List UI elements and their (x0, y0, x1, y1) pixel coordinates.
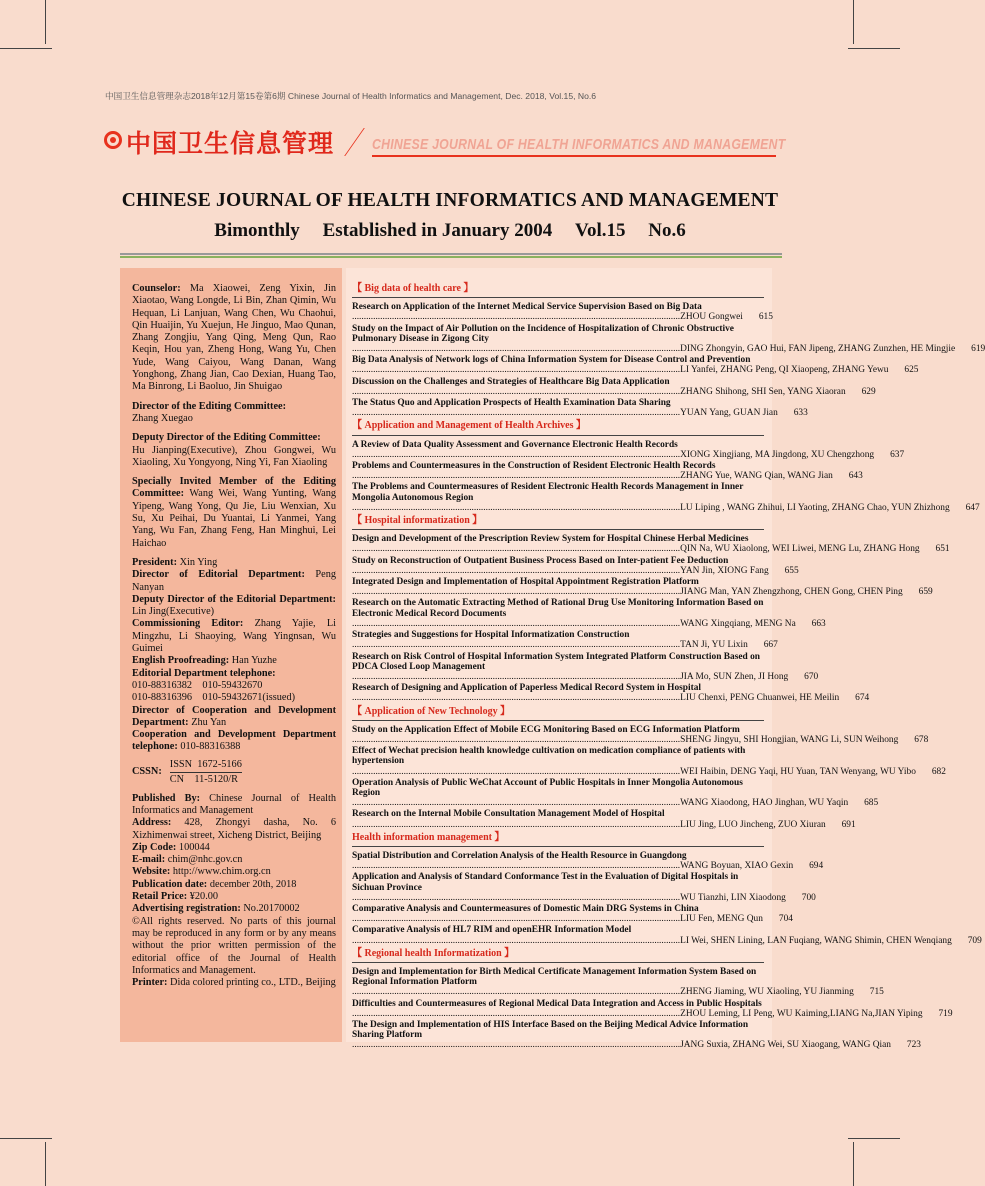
coop-line (132, 705, 336, 730)
page-number: 625 (904, 365, 919, 376)
printer-line (132, 977, 336, 989)
phone: 010-88316382 010-59432670 (132, 679, 263, 691)
article-authors (352, 544, 920, 554)
page-number: 682 (931, 766, 946, 777)
article-title: Spatial Distribution and Correlation Analysis of the Health Resource in Guangdong (352, 850, 687, 861)
value: 428, Zhongyi dasha, No. 6 Xizhimenwai street, Xicheng District, Beijing (132, 817, 336, 841)
label: Address: (132, 817, 172, 829)
label: Printer: (132, 977, 168, 989)
toc-entry[interactable] (352, 482, 980, 513)
author-line (352, 449, 905, 460)
label: Zip Code: (132, 841, 177, 853)
article-authors (352, 312, 743, 322)
article-authors (352, 798, 848, 808)
article-title: Design and Development of the Prescription Review System for Hospital Chinese Herbal Medicines (352, 534, 749, 545)
label: Director of the Editing Committee: (132, 400, 287, 412)
volume: Vol.15 (574, 220, 626, 241)
toc-entry[interactable] (352, 534, 950, 555)
label: E-mail: (132, 854, 166, 866)
masthead-rule-green (120, 256, 782, 258)
page-number: 655 (784, 565, 799, 576)
email-line (132, 854, 336, 866)
article-title: Big Data Analysis of Network logs of China Information System for Disease Control and Prevention (352, 355, 751, 366)
page-number: 723 (906, 1040, 921, 1051)
section-heading: 【 Hospital informatization 】 (352, 515, 483, 527)
article-title: Comparative Analysis and Countermeasures of Domestic Main DRG Systems in China (352, 903, 699, 914)
phone: 010-88316396 010-59432671(issued) (132, 692, 296, 704)
toc-entry[interactable] (352, 925, 982, 946)
ad-line (132, 903, 336, 915)
authors-text: ............................................................................................................................................ZHOU Leming, LI Peng, WU Kaiming,LIANG Na,JIAN Yiping (352, 1008, 923, 1019)
article-authors (352, 672, 788, 682)
value: Wang Wei, Wang Yunting, Wang Yipeng, Wang Yong, Qu Jie, Liu Wenxian, Xu Su, Xu Peihai, Du Yuantai, Li Yanmei, Yang Yang, Wu Fan, Zhang Feng, Han Minghui, Lei Haichao (132, 488, 336, 549)
page-number: 715 (869, 987, 884, 998)
section-heading: 【 Application and Management of Health Archives 】 (352, 420, 586, 432)
price-line (132, 891, 336, 903)
article-authors (352, 693, 839, 703)
article-title: Research on the Internal Mobile Consultation Management Model of Hospital (352, 809, 665, 820)
author-line (352, 618, 826, 629)
value: Peng Nanyan (132, 569, 336, 593)
logo-english-title: CHINESE JOURNAL OF HEALTH INFORMATICS AND MANAGEMENT (372, 136, 786, 153)
authors-text: ............................................................................................................................................ZHOU Gongwei (352, 312, 743, 323)
author-line (352, 565, 799, 576)
director-block (132, 401, 336, 426)
author-line (352, 408, 808, 419)
running-header: 中国卫生信息管理杂志2018年12月第15卷第6期 Chinese Journal of Health Informatics and Management, Dec. 2018, Vol.15, No.6 (105, 91, 597, 101)
toc-entry[interactable] (352, 809, 856, 830)
authors-text: ............................................................................................................................................LIU Jing, LUO Jincheng, ZUO Xiuran (352, 819, 826, 830)
authors-text: ............................................................................................................................................LIU Fen, MENG Qun (352, 914, 763, 925)
authors-text: ............................................................................................................................................WANG Xingqiang, MENG Na (352, 618, 796, 629)
crop-mark (853, 1142, 854, 1186)
established: Established in January 2004 (322, 220, 553, 241)
value: Dida colored printing co., LTD., Beijing (170, 977, 336, 989)
value: 100044 (178, 841, 210, 853)
article-authors (352, 566, 769, 576)
page-number: 663 (811, 618, 826, 629)
label: Deputy Director of the Editing Committee: (132, 432, 321, 444)
deputy-block (132, 432, 336, 469)
author-line (352, 587, 933, 598)
authors-text: ............................................................................................................................................WANG Xiaodong, HAO Jinghan, WU Yaqin (352, 798, 849, 809)
label: Retail Price: (132, 891, 188, 903)
article-authors (352, 408, 778, 418)
page-number: 719 (938, 1008, 953, 1019)
article-title: The Design and Implementation of HIS Interface Based on the Beijing Medical Advice Information Sharing Platform (352, 1020, 749, 1041)
author-line (352, 935, 982, 946)
author-line (352, 693, 870, 704)
zip-line (132, 842, 336, 854)
special-member-block (132, 476, 336, 550)
toc-entry[interactable] (352, 746, 946, 777)
toc-entry[interactable] (352, 555, 799, 576)
logo-chinese-title: 中国卫生信息管理 (126, 129, 335, 158)
value: Zhu Yan (191, 716, 227, 728)
cssn-label: CSSN: (132, 766, 162, 778)
author-line (352, 471, 863, 482)
toc-entry[interactable] (352, 398, 808, 419)
article-title: Integrated Design and Implementation of Hospital Appointment Registration Platform (352, 577, 699, 588)
article-title: Application and Analysis of Standard Conformance Test in the Evaluation of Digital Hospitals in Sichuan Province (352, 872, 739, 893)
phone-block (132, 668, 336, 705)
crop-mark (848, 48, 900, 49)
author-line (352, 344, 985, 355)
page-number: 691 (841, 819, 856, 830)
crop-mark (0, 48, 52, 49)
article-authors (352, 1009, 923, 1019)
article-title: Study on Reconstruction of Outpatient Business Process Based on Inter-patient Fee Deduction (352, 555, 729, 566)
toc-entry[interactable] (352, 651, 819, 683)
article-authors (352, 893, 786, 903)
page-number: 678 (914, 734, 929, 745)
article-authors (352, 767, 916, 777)
section-heading: Health information management 】 (352, 831, 505, 843)
authors-text: ............................................................................................................................................XIONG Xingjiang, MA Jingdong, XU Chengzhong (352, 449, 875, 460)
article-title: A Review of Data Quality Assessment and Governance Electronic Health Records (352, 439, 678, 450)
toc-entry[interactable] (352, 461, 863, 482)
commissioning-line (132, 618, 336, 655)
authors-text: ............................................................................................................................................ZHENG Jiaming, WU Xiaoling, YU Jianming (352, 987, 854, 998)
authors-text: ............................................................................................................................................WEI Haibin, DENG Yaqi, HU Yuan, TAN Wenyang, WU Yibo (352, 766, 916, 777)
ed-dept-director-line (132, 569, 336, 594)
authors-text: ............................................................................................................................................LU Liping , WANG Zhihui, LI Yaoting, ZHANG Chao, YUN Zhizhong (352, 502, 950, 513)
author-line (352, 502, 980, 513)
editorial-info-panel (120, 268, 342, 1042)
rights-text: ©All rights reserved. No parts of this journal may be reproduced in any form or by any means without the prior written permission of the editorial office of the Journal of Health Informatics and Management. (132, 915, 336, 976)
article-title: Research on Risk Control of Hospital Information System Integrated Platform Construction Based on PDCA Closed Loop Management (352, 651, 760, 672)
section-rule (352, 297, 764, 298)
article-authors (352, 619, 796, 629)
label: Cooperation and Development Department telephone: (132, 729, 336, 753)
value: Hu Jianping(Executive), Zhou Gongwei, Wu Xiaoling, Xu Yongyong, Ning Yi, Fan Xiaoling (132, 444, 336, 468)
page-number: 670 (804, 671, 819, 682)
authors-text: ............................................................................................................................................JANG Suxia, ZHANG Wei, SU Xiaogang, WANG Qian (352, 1040, 891, 1051)
value: ¥20.00 (189, 891, 219, 903)
toc-entry[interactable] (352, 323, 985, 355)
authors-text: ............................................................................................................................................QIN Na, WU Xiaolong, WEI Liwei, MENG Lu, ZHANG Hong (352, 544, 920, 555)
toc-entry[interactable] (352, 683, 870, 704)
crop-mark (0, 1138, 52, 1139)
article-title: The Status Quo and Application Prospects of Health Examination Data Sharing (352, 398, 671, 409)
president-line (132, 557, 336, 569)
author-line (352, 640, 778, 651)
label: Advertising registration: (132, 903, 241, 915)
page-number: 633 (793, 408, 808, 419)
article-authors (352, 365, 888, 375)
authors-text: ............................................................................................................................................ZHANG Shihong, SHI Sen, YANG Xiaoran (352, 386, 846, 397)
section-rule (352, 435, 764, 436)
section-rule (352, 720, 764, 721)
authors-text: ............................................................................................................................................LI Yanfei, ZHANG Peng, QI Xiaopeng, ZHANG Yewu (352, 365, 889, 376)
toc-entry[interactable] (352, 439, 905, 460)
authors-text: ............................................................................................................................................YUAN Yang, GUAN Jian (352, 408, 778, 419)
crop-mark (848, 1138, 900, 1139)
masthead-subtitle (0, 220, 900, 242)
page-number: 629 (861, 386, 876, 397)
article-title: Discussion on the Challenges and Strategies of Healthcare Big Data Application (352, 376, 670, 387)
page-number: 674 (855, 693, 870, 704)
frequency: Bimonthly (214, 220, 300, 241)
article-title: Study on the Application Effect of Mobile ECG Monitoring Based on ECG Information Platform (352, 724, 740, 735)
section-rule (352, 529, 764, 530)
authors-text: ............................................................................................................................................WU Tianzhi, LIN Xiaodong (352, 892, 786, 903)
value: Chinese Journal of Health Informatics and Management (132, 792, 337, 816)
page-number: 694 (809, 861, 824, 872)
cssn-block (132, 758, 336, 787)
cssn-values (170, 758, 242, 787)
value: Han Yuzhe (231, 655, 277, 667)
author-line (352, 892, 816, 903)
page-number: 709 (967, 935, 982, 946)
article-authors (352, 861, 793, 871)
value: Ma Xiaowei, Zeng Yixin, Jin Xiaotao, Wang Longde, Li Bin, Zhan Qimin, Wu Hequan, Li Lanjuan, Wang Chen, Wu Chaohui, Qin Huaijin, Yu Xuejun, He Jinguo, Mao Qunan, Zhang Zongjiu, Yang Qing, Meng Qun, Rao Keqin, Hou yan, Zheng Hong, Wang Yu, Chen Yude, Wang Caiyou, Wang Danan, Wang Yonghong, Zhang Jian, Cao Dexian, Huang Tao, Ma Binrong, Li Baoluo, Jin Shuigao (132, 283, 336, 393)
author-line (352, 798, 879, 809)
article-title: Operation Analysis of Public WeChat Account of Public Hospitals in Inner Mongolia Autonomous Region (352, 777, 743, 798)
authors-text: ............................................................................................................................................TAN Ji, YU Lixin (352, 640, 748, 651)
value: chim@nhc.gov.cn (167, 854, 243, 866)
label: Website: (132, 866, 171, 878)
toc-entry[interactable] (352, 577, 933, 598)
page-number: 651 (935, 544, 950, 555)
article-title: Research of Designing and Application of Paperless Medical Record System in Hospital (352, 683, 702, 694)
issn: ISSN 1672-5166 (170, 758, 242, 773)
section-rule (352, 846, 764, 847)
page-number: 704 (778, 914, 793, 925)
crop-mark (45, 1142, 46, 1186)
author-line (352, 671, 819, 682)
counselor-block (132, 283, 336, 394)
address-line (132, 817, 336, 842)
authors-text: ............................................................................................................................................JIANG Man, YAN Zhengzhong, CHEN Gong, CHEN Ping (352, 587, 903, 598)
article-authors (352, 936, 952, 946)
toc-entry[interactable] (352, 777, 879, 809)
article-title: Design and Implementation for Birth Medical Certificate Management Information System Based on Regional Information Platform (352, 966, 757, 988)
authors-text: ............................................................................................................................................LIU Chenxi, PENG Chuanwei, HE Meilin (352, 693, 840, 704)
toc-entry[interactable] (352, 872, 816, 903)
section-heading: 【 Regional health Informatization 】 (352, 947, 515, 959)
author-line (352, 365, 919, 376)
toc-entry[interactable] (352, 966, 884, 998)
page-number: 637 (890, 449, 905, 460)
pubdate-line (132, 879, 336, 891)
page-number: 647 (965, 502, 980, 513)
article-title: Comparative Analysis of HL7 RIM and openEHR Information Model (352, 925, 632, 936)
value: Lin Jing(Executive) (132, 606, 215, 618)
toc-entry[interactable] (352, 630, 778, 651)
page-number: 667 (763, 640, 778, 651)
toc-entry[interactable] (352, 850, 824, 872)
label: Deputy Director of the Editorial Department: (132, 593, 336, 605)
page-number: 700 (801, 892, 816, 903)
article-title: Effect of Wechat precision health knowledge cultivation on medication compliance of patients with hypertension (352, 746, 746, 767)
author-line (352, 914, 793, 925)
value: Zhang Yajie, Li Mingzhu, Li Shaoying, Wang Yingnsan, Wu Guimei (132, 618, 336, 655)
value: Xin Ying (179, 556, 218, 568)
article-title: Study on the Impact of Air Pollution on the Incidence of Hospitalization of Chronic Obstructive Pulmonary Disease in Zigong City (352, 323, 734, 344)
page-number: 685 (864, 798, 879, 809)
author-line (352, 1008, 953, 1019)
page-number: 659 (918, 587, 933, 598)
authors-text: ............................................................................................................................................LI Wei, SHEN Lining, LAN Fuqiang, WANG Shimin, CHEN Wenqiang (352, 935, 952, 946)
article-authors (352, 735, 898, 745)
authors-text: ............................................................................................................................................ZHANG Yue, WANG Qian, WANG Jian (352, 471, 833, 482)
page-number: 619 (971, 344, 985, 355)
author-line (352, 1040, 921, 1051)
masthead-title: CHINESE JOURNAL OF HEALTH INFORMATICS AND MANAGEMENT (121, 190, 779, 211)
section-rule (352, 962, 764, 963)
crop-mark (853, 0, 854, 44)
article-authors (352, 587, 903, 597)
author-line (352, 544, 950, 555)
value: http://www.chim.org.cn (172, 866, 271, 878)
value: 010-88316388 (180, 741, 241, 753)
article-authors (352, 503, 950, 513)
masthead-rule (120, 253, 782, 255)
article-title: Problems and Countermeasures in the Construction of Resident Electronic Health Records (352, 461, 716, 472)
author-line (352, 861, 824, 872)
toc-entry[interactable] (352, 1020, 921, 1051)
article-title: The Problems and Countermeasures of Resident Electronic Health Records Management in Inner Mongolia Autonomous Region (352, 482, 744, 503)
journal-logo (104, 128, 786, 158)
article-authors (352, 1040, 891, 1050)
value: No.20170002 (243, 903, 300, 915)
author-line (352, 386, 876, 397)
article-authors (352, 471, 833, 481)
authors-text: ............................................................................................................................................DING Zhongyin, GAO Hui, FAN Jipeng, ZHANG Zunzhen, HE Mingjie (352, 344, 956, 355)
issue-number: No.6 (648, 220, 686, 241)
value: december 20th, 2018 (209, 878, 297, 890)
authors-text: ............................................................................................................................................JIA Mo, SUN Zhen, JI Hong (352, 671, 789, 682)
toc-entry[interactable] (352, 998, 953, 1019)
page-number: 615 (758, 312, 773, 323)
article-authors (352, 640, 748, 650)
article-title: Difficulties and Countermeasures of Regional Medical Data Integration and Access in Public Hospitals (352, 998, 762, 1009)
label: Counselor: (132, 283, 181, 294)
authors-text: ............................................................................................................................................WANG Boyuan, XIAO Gexin (352, 861, 794, 872)
ed-dept-deputy-line (132, 594, 336, 619)
cn-number: CN 11-5120/R (169, 773, 239, 785)
author-line (352, 819, 856, 830)
logo-underline (372, 155, 776, 157)
published-line (132, 793, 336, 818)
toc-entry[interactable] (352, 724, 929, 745)
article-authors (352, 387, 846, 397)
authors-text: ............................................................................................................................................YAN Jin, XIONG Fang (352, 565, 769, 576)
label: Director of Editorial Department: (132, 569, 305, 581)
article-title: Strategies and Suggestions for Hospital Informatization Construction (352, 630, 630, 641)
label: Specially Invited Member of the Editing Committee: (132, 476, 336, 500)
proofreading-line (132, 655, 336, 667)
label: Publication date: (132, 878, 208, 890)
value: Zhang Xuegao (132, 412, 193, 424)
label: Published By: (132, 792, 201, 804)
toc-entry[interactable] (352, 903, 793, 925)
article-authors (352, 987, 854, 997)
page-number: 643 (848, 471, 863, 482)
label: President: (132, 556, 177, 568)
article-authors (352, 914, 763, 924)
author-line (352, 734, 929, 745)
table-of-contents (346, 268, 985, 1051)
website-line (132, 866, 336, 878)
author-line (352, 766, 946, 777)
article-title: Research on Application of the Internet Medical Service Supervision Based on Big Data (352, 302, 702, 313)
article-authors (352, 344, 955, 354)
label: Director of Cooperation and Development Department: (132, 704, 336, 728)
article-authors (352, 820, 826, 830)
toc-entry[interactable] (352, 302, 773, 323)
section-heading: 【 Big data of health care 】 (352, 283, 474, 294)
author-line (352, 312, 773, 323)
label: Editorial Department telephone: (132, 667, 276, 679)
section-heading: 【 Application of New Technology 】 (352, 705, 511, 717)
logo-circle-icon (104, 131, 122, 149)
toc-entry[interactable] (352, 376, 876, 397)
coop-phone-line (132, 729, 336, 754)
label: English Proofreading: (132, 655, 230, 667)
article-title: Research on the Automatic Extracting Method of Rational Drug Use Monitoring Information Based on Electronic Medical Record Documents (352, 598, 764, 619)
article-authors (352, 450, 874, 460)
authors-text: ............................................................................................................................................SHENG Jingyu, SHI Hongjian, WANG Li, SUN Weihong (352, 734, 899, 745)
toc-entry[interactable] (352, 598, 826, 629)
author-line (352, 987, 884, 998)
label: Commissioning Editor: (132, 618, 244, 630)
toc-entry[interactable] (352, 355, 919, 376)
crop-mark (45, 0, 46, 44)
